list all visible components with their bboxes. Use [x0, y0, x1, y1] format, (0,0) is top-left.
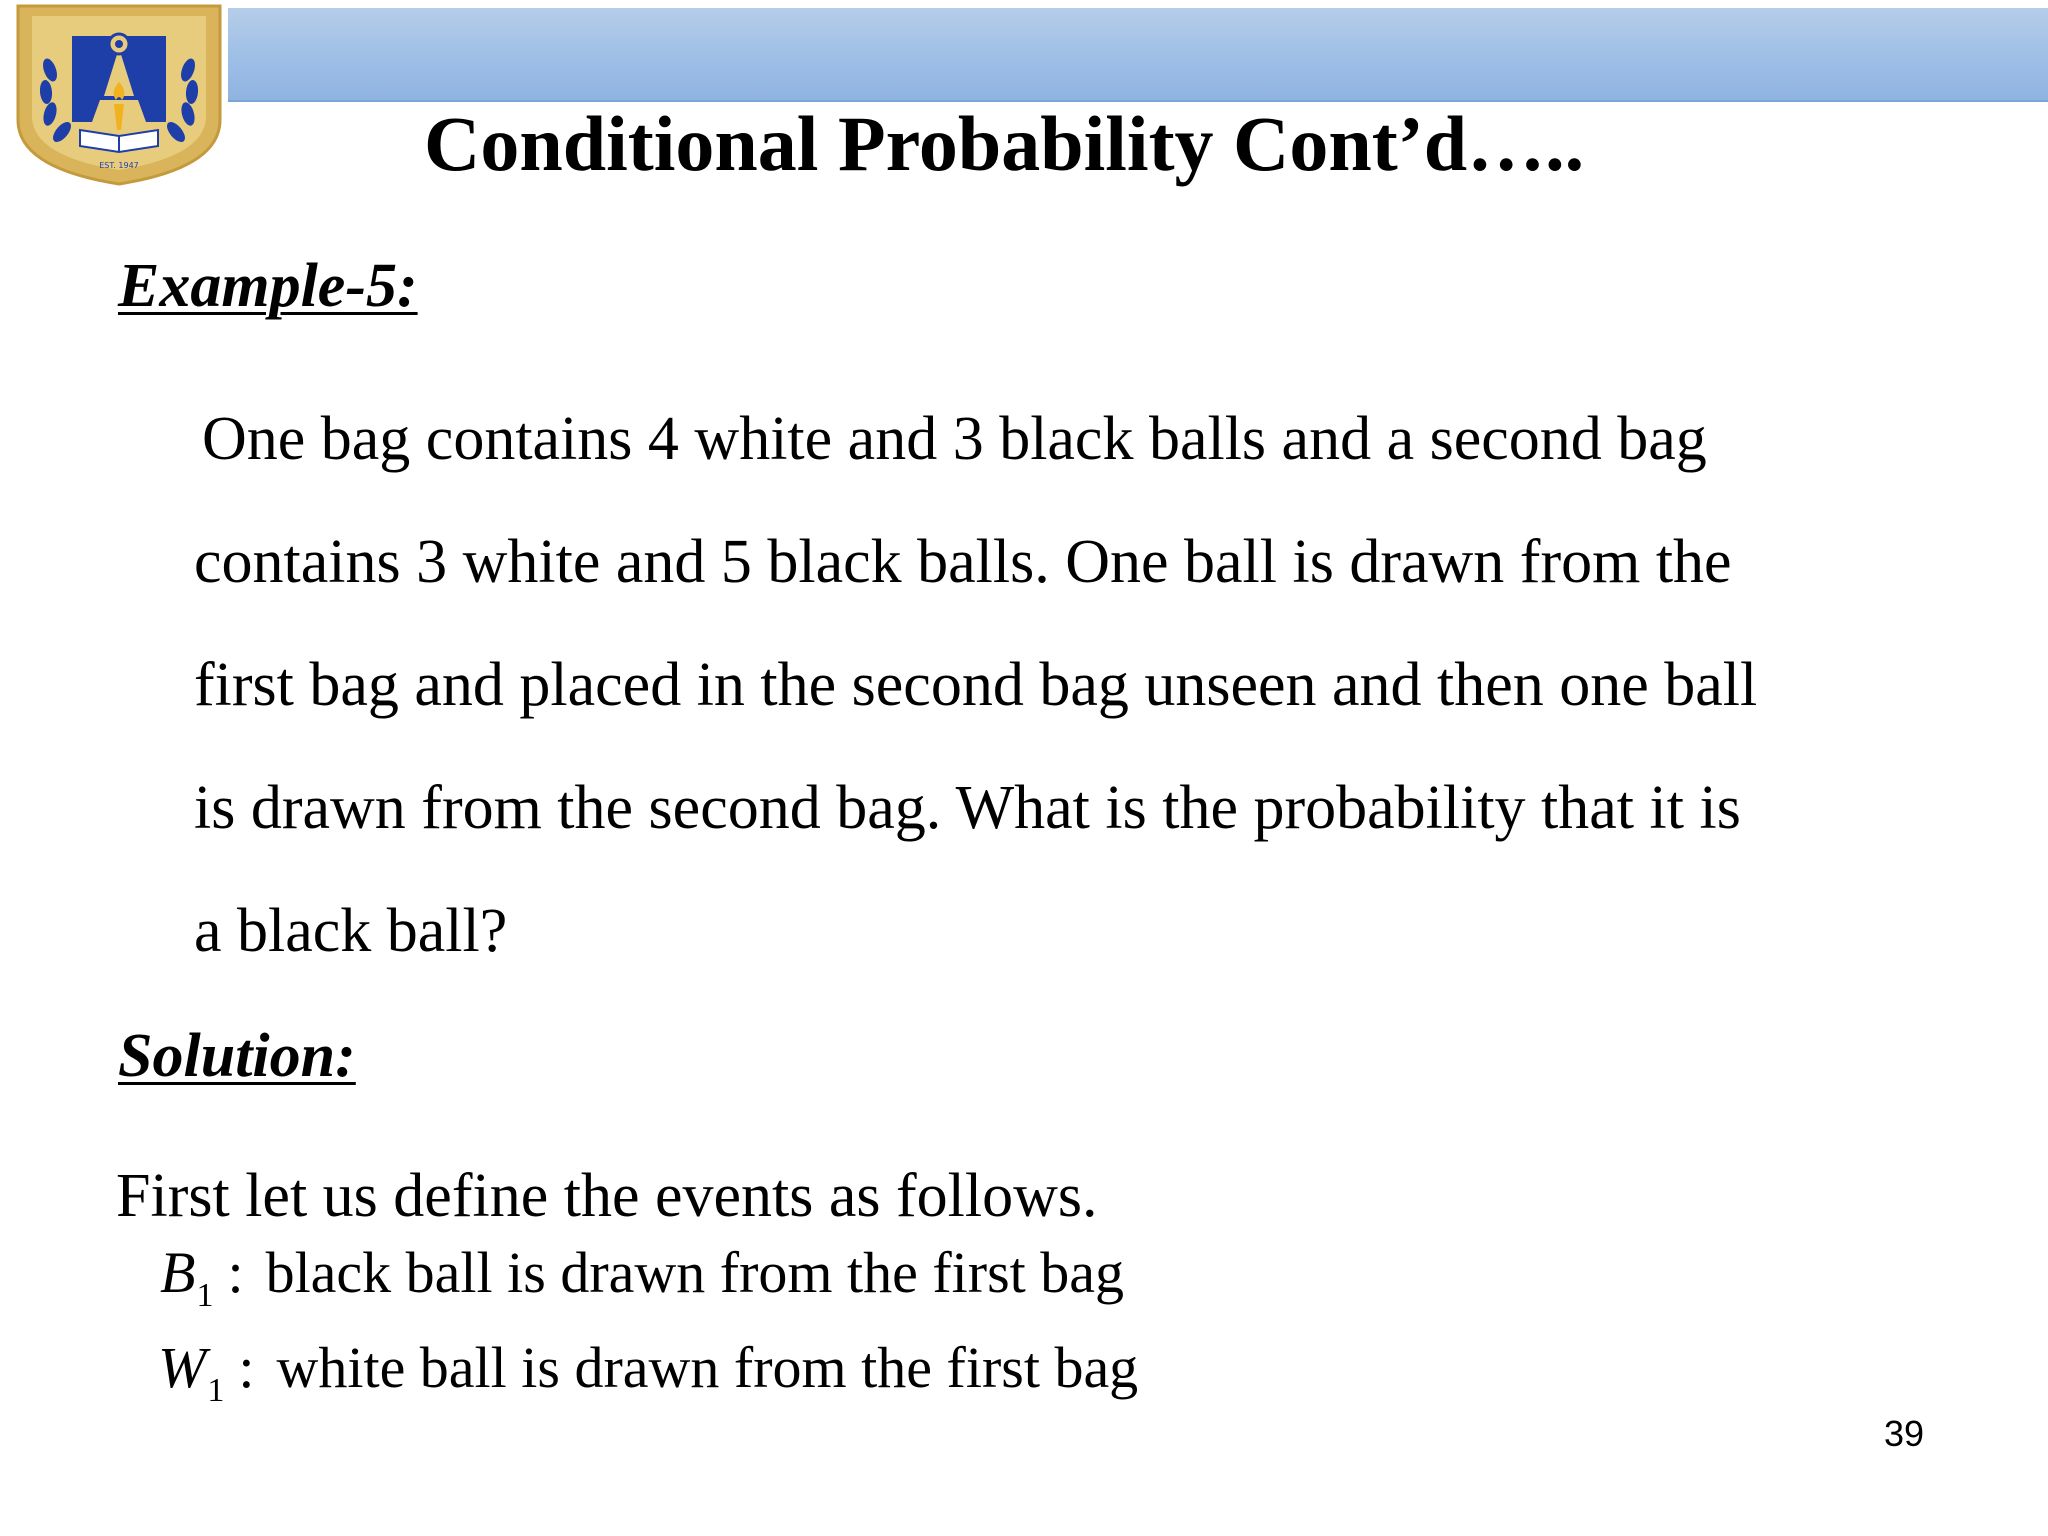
slide-title: Conditional Probability Cont’d…..: [424, 100, 1585, 187]
problem-line: a black ball?: [194, 897, 508, 965]
problem-line: contains 3 white and 5 black balls. One ball is drawn from the: [194, 528, 1732, 596]
problem-statement: [194, 378, 1954, 993]
event-definition-b1: [160, 1240, 1124, 1329]
solution-intro: First let us define the events as follows.: [116, 1162, 1098, 1230]
event-symbol: W: [158, 1335, 207, 1400]
event-text: white ball is drawn from the first bag: [276, 1335, 1139, 1400]
event-colon: :: [238, 1335, 255, 1400]
header-band: [228, 8, 2048, 102]
event-subscript: 1: [196, 1277, 214, 1314]
svg-text:EST. 1947: EST. 1947: [99, 161, 139, 170]
problem-line: first bag and placed in the second bag unseen and then one ball: [194, 651, 1758, 719]
page-number: 39: [1883, 1413, 1924, 1454]
event-symbol: B: [160, 1240, 196, 1305]
event-subscript: 1: [207, 1372, 225, 1409]
event-definition-w1: [158, 1335, 1138, 1424]
solution-heading: Solution:: [118, 1022, 356, 1090]
problem-line: One bag contains 4 white and 3 black balls and a second bag: [202, 405, 1707, 473]
event-colon: :: [227, 1240, 244, 1305]
problem-line: is drawn from the second bag. What is the probability that it is: [194, 774, 1741, 842]
event-text: black ball is drawn from the first bag: [265, 1240, 1125, 1305]
example-heading: Example-5:: [118, 252, 418, 320]
